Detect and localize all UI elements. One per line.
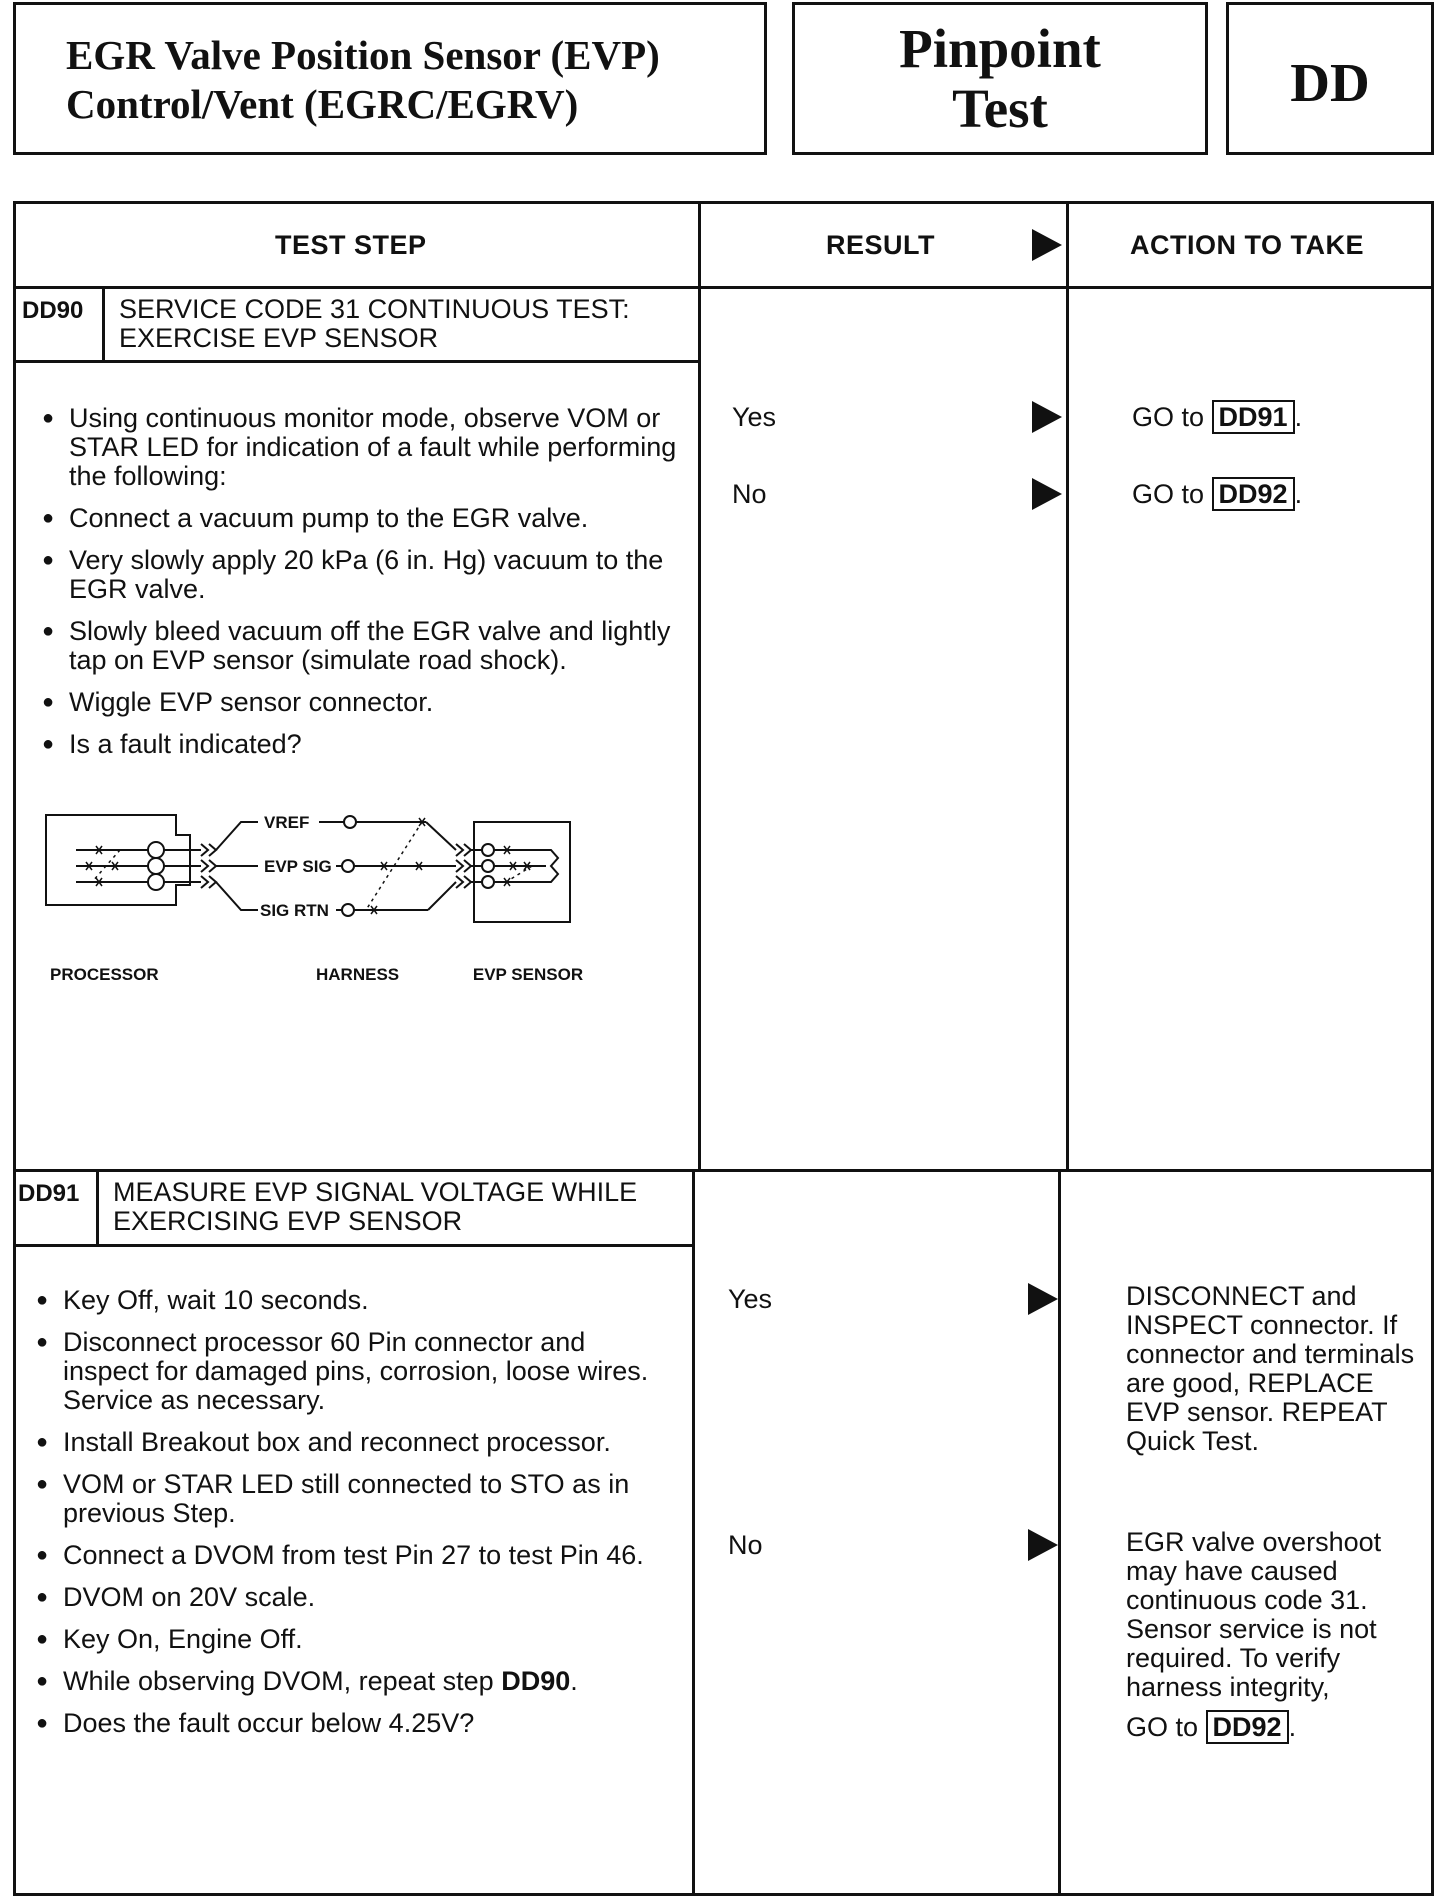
- label-processor: PROCESSOR: [50, 965, 159, 984]
- step-dd91-bullets: [34, 1286, 674, 1751]
- ref-dd91-link[interactable]: DD91: [1212, 400, 1295, 434]
- step-dd91-title: [113, 1178, 637, 1236]
- step-dd91-bullet-7: ● Key On, Engine Off.: [34, 1625, 674, 1654]
- wire-label-sig-rtn: SIG RTN: [260, 901, 329, 920]
- pinpoint-label: [795, 19, 1205, 139]
- wire-label-evp-sig: EVP SIG: [264, 857, 332, 876]
- step-dd91-action-yes: DISCONNECT and INSPECT connector. If connector and terminals are good, REPLACE EVP sensor. REPEAT Quick Test.: [1126, 1281, 1415, 1456]
- step-dd90-bullets: [40, 404, 690, 772]
- step-dd90-title-line-1: SERVICE CODE 31 CONTINUOUS TEST:: [119, 294, 630, 324]
- header-arrow-icon: [1032, 229, 1062, 261]
- step-dd90-title-line-2: EXERCISE EVP SENSOR: [119, 323, 439, 353]
- col-header-result: RESULT: [826, 230, 935, 260]
- step-dd91-title-line-2: EXERCISING EVP SENSOR: [113, 1206, 463, 1236]
- page-title: [66, 31, 660, 129]
- step-dd91-bullet-3: ● Install Breakout box and reconnect processor.: [34, 1428, 674, 1457]
- step-dd91-bullet-5: ● Connect a DVOM from test Pin 27 to test Pin 46.: [34, 1541, 674, 1570]
- divider-col-1b: [692, 1169, 695, 1896]
- pinpoint-line-2: Test: [952, 78, 1048, 139]
- step-dd91-no-arrow-icon: [1028, 1529, 1058, 1561]
- step-dd91-no-goto: [1126, 1710, 1416, 1744]
- step-dd91-action-no: [1126, 1528, 1416, 1744]
- step-dd90-yes-arrow-icon: [1032, 401, 1062, 433]
- step-dd91-title-line-1: MEASURE EVP SIGNAL VOLTAGE WHILE: [113, 1177, 638, 1207]
- step-dd91-bullet-4: ● VOM or STAR LED still connected to STO as in previous Step.: [34, 1470, 674, 1528]
- test-code: DD: [1290, 52, 1370, 113]
- step-dd91-code: DD91: [18, 1180, 80, 1207]
- label-harness: HARNESS: [316, 965, 400, 984]
- step-dd90-title-underline: [13, 360, 701, 363]
- processor-box: [46, 815, 190, 905]
- step-dd91-result-yes: Yes: [728, 1284, 773, 1314]
- step-dd91-result-no: No: [728, 1530, 763, 1560]
- step-dd90-bullet-4: ● Slowly bleed vacuum off the EGR valve and lightly tap on EVP sensor (simulate road shock).: [40, 617, 690, 675]
- step-dd90-no-arrow-icon: [1032, 478, 1062, 510]
- step-dd91-bullet-2: ● Disconnect processor 60 Pin connector and inspect for damaged pins, corrosion, loose wires. Service as necessary.: [34, 1328, 674, 1415]
- step-dd90-bullet-5: ● Wiggle EVP sensor connector.: [40, 688, 690, 717]
- action-go-to: GO to: [1132, 479, 1205, 509]
- step-dd91-title-underline: [13, 1244, 695, 1247]
- step-dd90-bullet-3: ● Very slowly apply 20 kPa (6 in. Hg) vacuum to the EGR valve.: [40, 546, 690, 604]
- label-evp-sensor: EVP SENSOR: [472, 965, 584, 984]
- ref-dd92-link[interactable]: DD92: [1212, 477, 1295, 511]
- step-dd91-code-divider: [96, 1169, 99, 1246]
- title-box: [13, 2, 767, 155]
- bullet-8-suffix: .: [570, 1666, 578, 1696]
- bullet-8-step-ref: DD90: [501, 1666, 571, 1696]
- step-separator: [13, 1169, 1434, 1172]
- test-code-box: [1226, 2, 1434, 155]
- col-header-test-step: TEST STEP: [275, 230, 427, 260]
- pinpoint-line-1: Pinpoint: [899, 18, 1101, 79]
- action-go-to: GO to: [1132, 402, 1205, 432]
- step-dd90-bullet-1: ● Using continuous monitor mode, observe VOM or STAR LED for indication of a fault while performing the following:: [40, 404, 690, 491]
- col-header-action: ACTION TO TAKE: [1130, 230, 1364, 260]
- divider-col-2b: [1058, 1169, 1061, 1896]
- wiring-diagram: [36, 800, 676, 1000]
- step-dd90-title: [119, 295, 630, 353]
- step-dd91-no-text: EGR valve overshoot may have caused continuous code 31. Sensor service is not required. To verify harness integrity,: [1126, 1527, 1382, 1702]
- action-go-to: GO to: [1126, 1712, 1199, 1742]
- step-dd90-action-no: [1132, 477, 1302, 511]
- step-dd91-yes-arrow-icon: [1028, 1283, 1058, 1315]
- step-dd91-bullet-1: ● Key Off, wait 10 seconds.: [34, 1286, 674, 1315]
- step-dd90-result-no: No: [732, 479, 767, 509]
- step-dd91-bullet-8: [34, 1667, 674, 1696]
- ref-dd92-link-2[interactable]: DD92: [1206, 1710, 1289, 1744]
- title-line-2: Control/Vent (EGRC/EGRV): [66, 81, 579, 127]
- step-dd90-bullet-6: ● Is a fault indicated?: [40, 730, 690, 759]
- divider-col-2: [1066, 201, 1069, 1171]
- step-dd90-result-yes: Yes: [732, 402, 777, 432]
- header-separator: [13, 286, 1434, 289]
- divider-col-1: [698, 201, 701, 1171]
- action-suffix: .: [1294, 479, 1303, 509]
- action-suffix: .: [1288, 1712, 1297, 1742]
- step-dd91-bullet-9: ● Does the fault occur below 4.25V?: [34, 1709, 674, 1738]
- pinpoint-box: [792, 2, 1208, 155]
- step-dd90-bullet-2: ● Connect a vacuum pump to the EGR valve.: [40, 504, 690, 533]
- step-dd90-code-divider: [102, 286, 105, 362]
- action-suffix: .: [1294, 402, 1303, 432]
- title-line-1: EGR Valve Position Sensor (EVP): [66, 32, 660, 78]
- wire-label-vref: VREF: [264, 813, 310, 832]
- bullet-8-text: While observing DVOM, repeat step: [63, 1666, 494, 1696]
- step-dd90-code: DD90: [22, 297, 84, 324]
- step-dd91-bullet-6: ● DVOM on 20V scale.: [34, 1583, 674, 1612]
- step-dd90-action-yes: [1132, 400, 1302, 434]
